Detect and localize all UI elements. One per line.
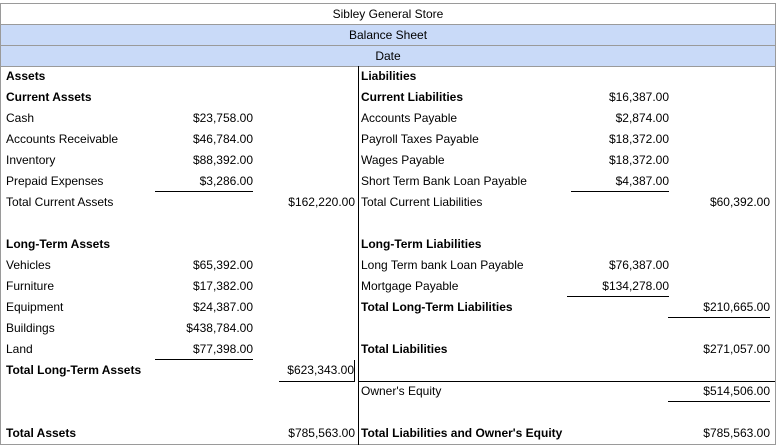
sheet-title: Balance Sheet (0, 24, 776, 45)
liability-value: $76,387.00 (608, 258, 669, 272)
liability-label: Mortgage Payable (361, 279, 459, 293)
total-current-liabilities-value: $60,392.00 (709, 195, 770, 209)
total-current-liabilities-label: Total Current Liabilities (361, 195, 483, 209)
liability-label: Payroll Taxes Payable (361, 132, 479, 146)
liability-value: $4,387.00 (571, 171, 669, 192)
date-label: Date (0, 45, 776, 67)
asset-label: Furniture (6, 279, 55, 293)
total-current-assets-label: Total Current Assets (6, 195, 114, 209)
asset-value: $46,784.00 (192, 132, 253, 146)
current-assets-heading: Current Assets (6, 90, 92, 104)
asset-label: Cash (6, 111, 35, 125)
asset-value: $77,398.00 (155, 339, 253, 360)
liability-label: Long Term bank Loan Payable (361, 258, 524, 272)
liability-label: Wages Payable (361, 153, 445, 167)
long-term-assets-heading: Long-Term Assets (6, 237, 111, 251)
total-long-term-assets-value: $623,343.00 (279, 360, 355, 382)
asset-label: Vehicles (6, 258, 51, 272)
total-long-term-liabilities-label: Total Long-Term Liabilities (361, 300, 513, 314)
assets-heading: Assets (6, 69, 46, 83)
asset-label: Equipment (6, 300, 64, 314)
asset-value: $3,286.00 (155, 171, 253, 192)
liability-label: Accounts Payable (361, 111, 458, 125)
owners-equity-value: $514,506.00 (668, 381, 770, 402)
asset-label: Accounts Receivable (6, 132, 119, 146)
liability-label: Short Term Bank Loan Payable (361, 174, 527, 188)
owners-equity-label: Owner's Equity (361, 384, 442, 398)
asset-value: $24,387.00 (192, 300, 253, 314)
liability-value: $134,278.00 (567, 276, 669, 297)
total-assets-label: Total Assets (6, 426, 77, 440)
total-long-term-liabilities-value: $210,665.00 (668, 297, 770, 318)
asset-label: Land (6, 342, 33, 356)
asset-value: $438,784.00 (186, 321, 253, 335)
liability-value: $18,372.00 (608, 153, 669, 167)
liability-value: $18,372.00 (608, 132, 669, 146)
grand-total-value: $785,563.00 (703, 426, 770, 440)
current-liabilities-heading: Current Liabilities (361, 90, 464, 104)
grand-total-label: Total Liabilities and Owner's Equity (361, 426, 563, 440)
long-term-liabilities-heading: Long-Term Liabilities (361, 237, 482, 251)
current-liabilities-heading-value: $16,387.00 (608, 90, 669, 104)
total-long-term-assets-label: Total Long-Term Assets (6, 363, 142, 377)
asset-value: $88,392.00 (192, 153, 253, 167)
asset-value: $65,392.00 (192, 258, 253, 272)
liability-value: $2,874.00 (615, 111, 669, 125)
asset-value: $17,382.00 (192, 279, 253, 293)
total-liabilities-label: Total Liabilities (361, 342, 448, 356)
liabilities-heading: Liabilities (361, 69, 417, 83)
asset-label: Buildings (6, 321, 55, 335)
total-current-assets-value: $162,220.00 (288, 195, 355, 209)
asset-label: Prepaid Expenses (6, 174, 104, 188)
column-divider (358, 66, 359, 445)
asset-value: $23,758.00 (192, 111, 253, 125)
asset-label: Inventory (6, 153, 56, 167)
company-name: Sibley General Store (0, 3, 776, 24)
total-liabilities-value: $271,057.00 (703, 342, 770, 356)
total-assets-value: $785,563.00 (288, 426, 355, 440)
